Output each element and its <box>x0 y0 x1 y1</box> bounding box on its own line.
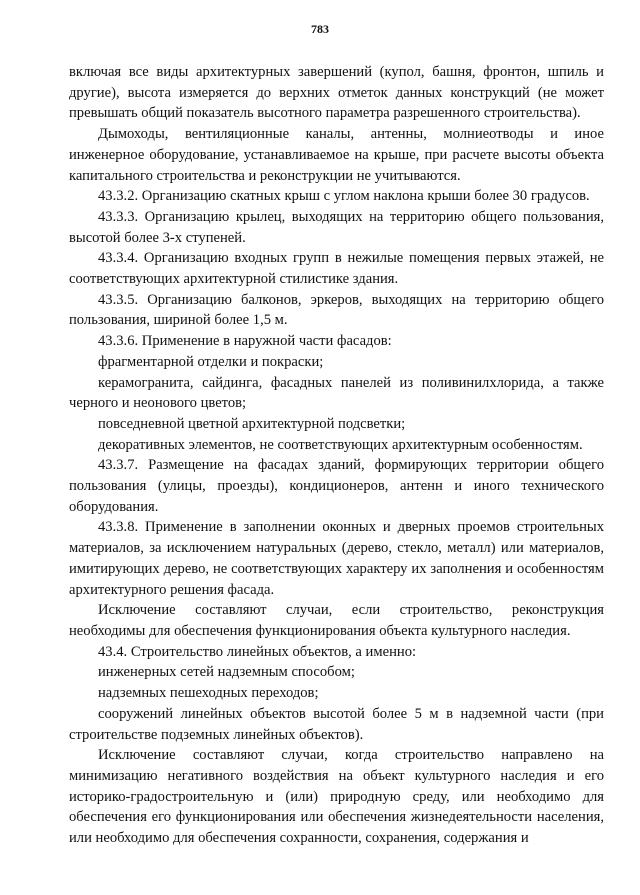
paragraph: декоративных элементов, не соответствующих архитектурным особенностям. <box>98 436 583 453</box>
paragraph: 43.3.5. Организацию балконов, эркеров, выходящих на территорию общего пользования, шириной более 1,5 м. <box>69 291 604 329</box>
paragraph: Исключение составляют случаи, когда строительство направлено на минимизацию негативного воздействия на объект культурного наследия и его историко-градостроительную и (или) природную среду, или необходимо для обеспечения его функционирования или обеспечения жизнедеятельности населения, или необходимо для обеспечения сохранности, сохранения, содержания и <box>69 747 604 847</box>
paragraph: 43.3.8. Применение в заполнении оконных и дверных проемов строительных материалов, за исключением натуральных (дерево, стекло, металл) или материалов, имитирующих дерево, не соответствующих характеру их заполнения и особенностям архитектурного решения фасада. <box>69 519 604 598</box>
paragraph: надземных пешеходных переходов; <box>98 685 319 702</box>
page-number: 783 <box>311 22 329 36</box>
paragraph: инженерных сетей надземным способом; <box>98 664 355 681</box>
paragraph: включая все виды архитектурных завершений (купол, башня, фронтон, шпиль и другие), высота измеряется до верхних отметок данных конструкций (не может превышать общий показатель высотного параметра разрешенного строительства). <box>69 64 604 122</box>
paragraph: 43.3.4. Организацию входных групп в нежилые помещения первых этажей, не соответствующих архитектурной стилистике здания. <box>69 250 604 288</box>
paragraph: повседневной цветной архитектурной подсветки; <box>98 415 406 432</box>
document-body <box>69 62 604 849</box>
paragraph: 43.3.2. Организацию скатных крыш с углом наклона крыши более 30 градусов. <box>98 188 590 205</box>
paragraph: 43.3.6. Применение в наружной части фасадов: <box>98 333 392 350</box>
paragraph: 43.4. Строительство линейных объектов, а именно: <box>98 643 417 660</box>
paragraph: фрагментарной отделки и покраски; <box>98 353 324 370</box>
paragraph: Исключение составляют случаи, если строительство, реконструкция необходимы для обеспечения функционирования объекта культурного наследия. <box>69 602 604 639</box>
paragraph: керамогранита, сайдинга, фасадных панелей из поливинилхлорида, а также черного и неонового цветов; <box>69 374 604 412</box>
paragraph: Дымоходы, вентиляционные каналы, антенны, молниеотводы и иное инженерное оборудование, устанавливаемое на крыше, при расчете высоты объекта капитального строительства и реконструкции не учитываются. <box>69 126 604 184</box>
paragraph: 43.3.7. Размещение на фасадах зданий, формирующих территории общего пользования (улицы, проезды), кондиционеров, антенн и иного технического оборудования. <box>69 457 604 515</box>
paragraph: сооружений линейных объектов высотой более 5 м в надземной части (при строительстве подземных линейных объектов). <box>69 705 604 743</box>
paragraph: 43.3.3. Организацию крылец, выходящих на территорию общего пользования, высотой более 3-х ступеней. <box>69 208 604 246</box>
